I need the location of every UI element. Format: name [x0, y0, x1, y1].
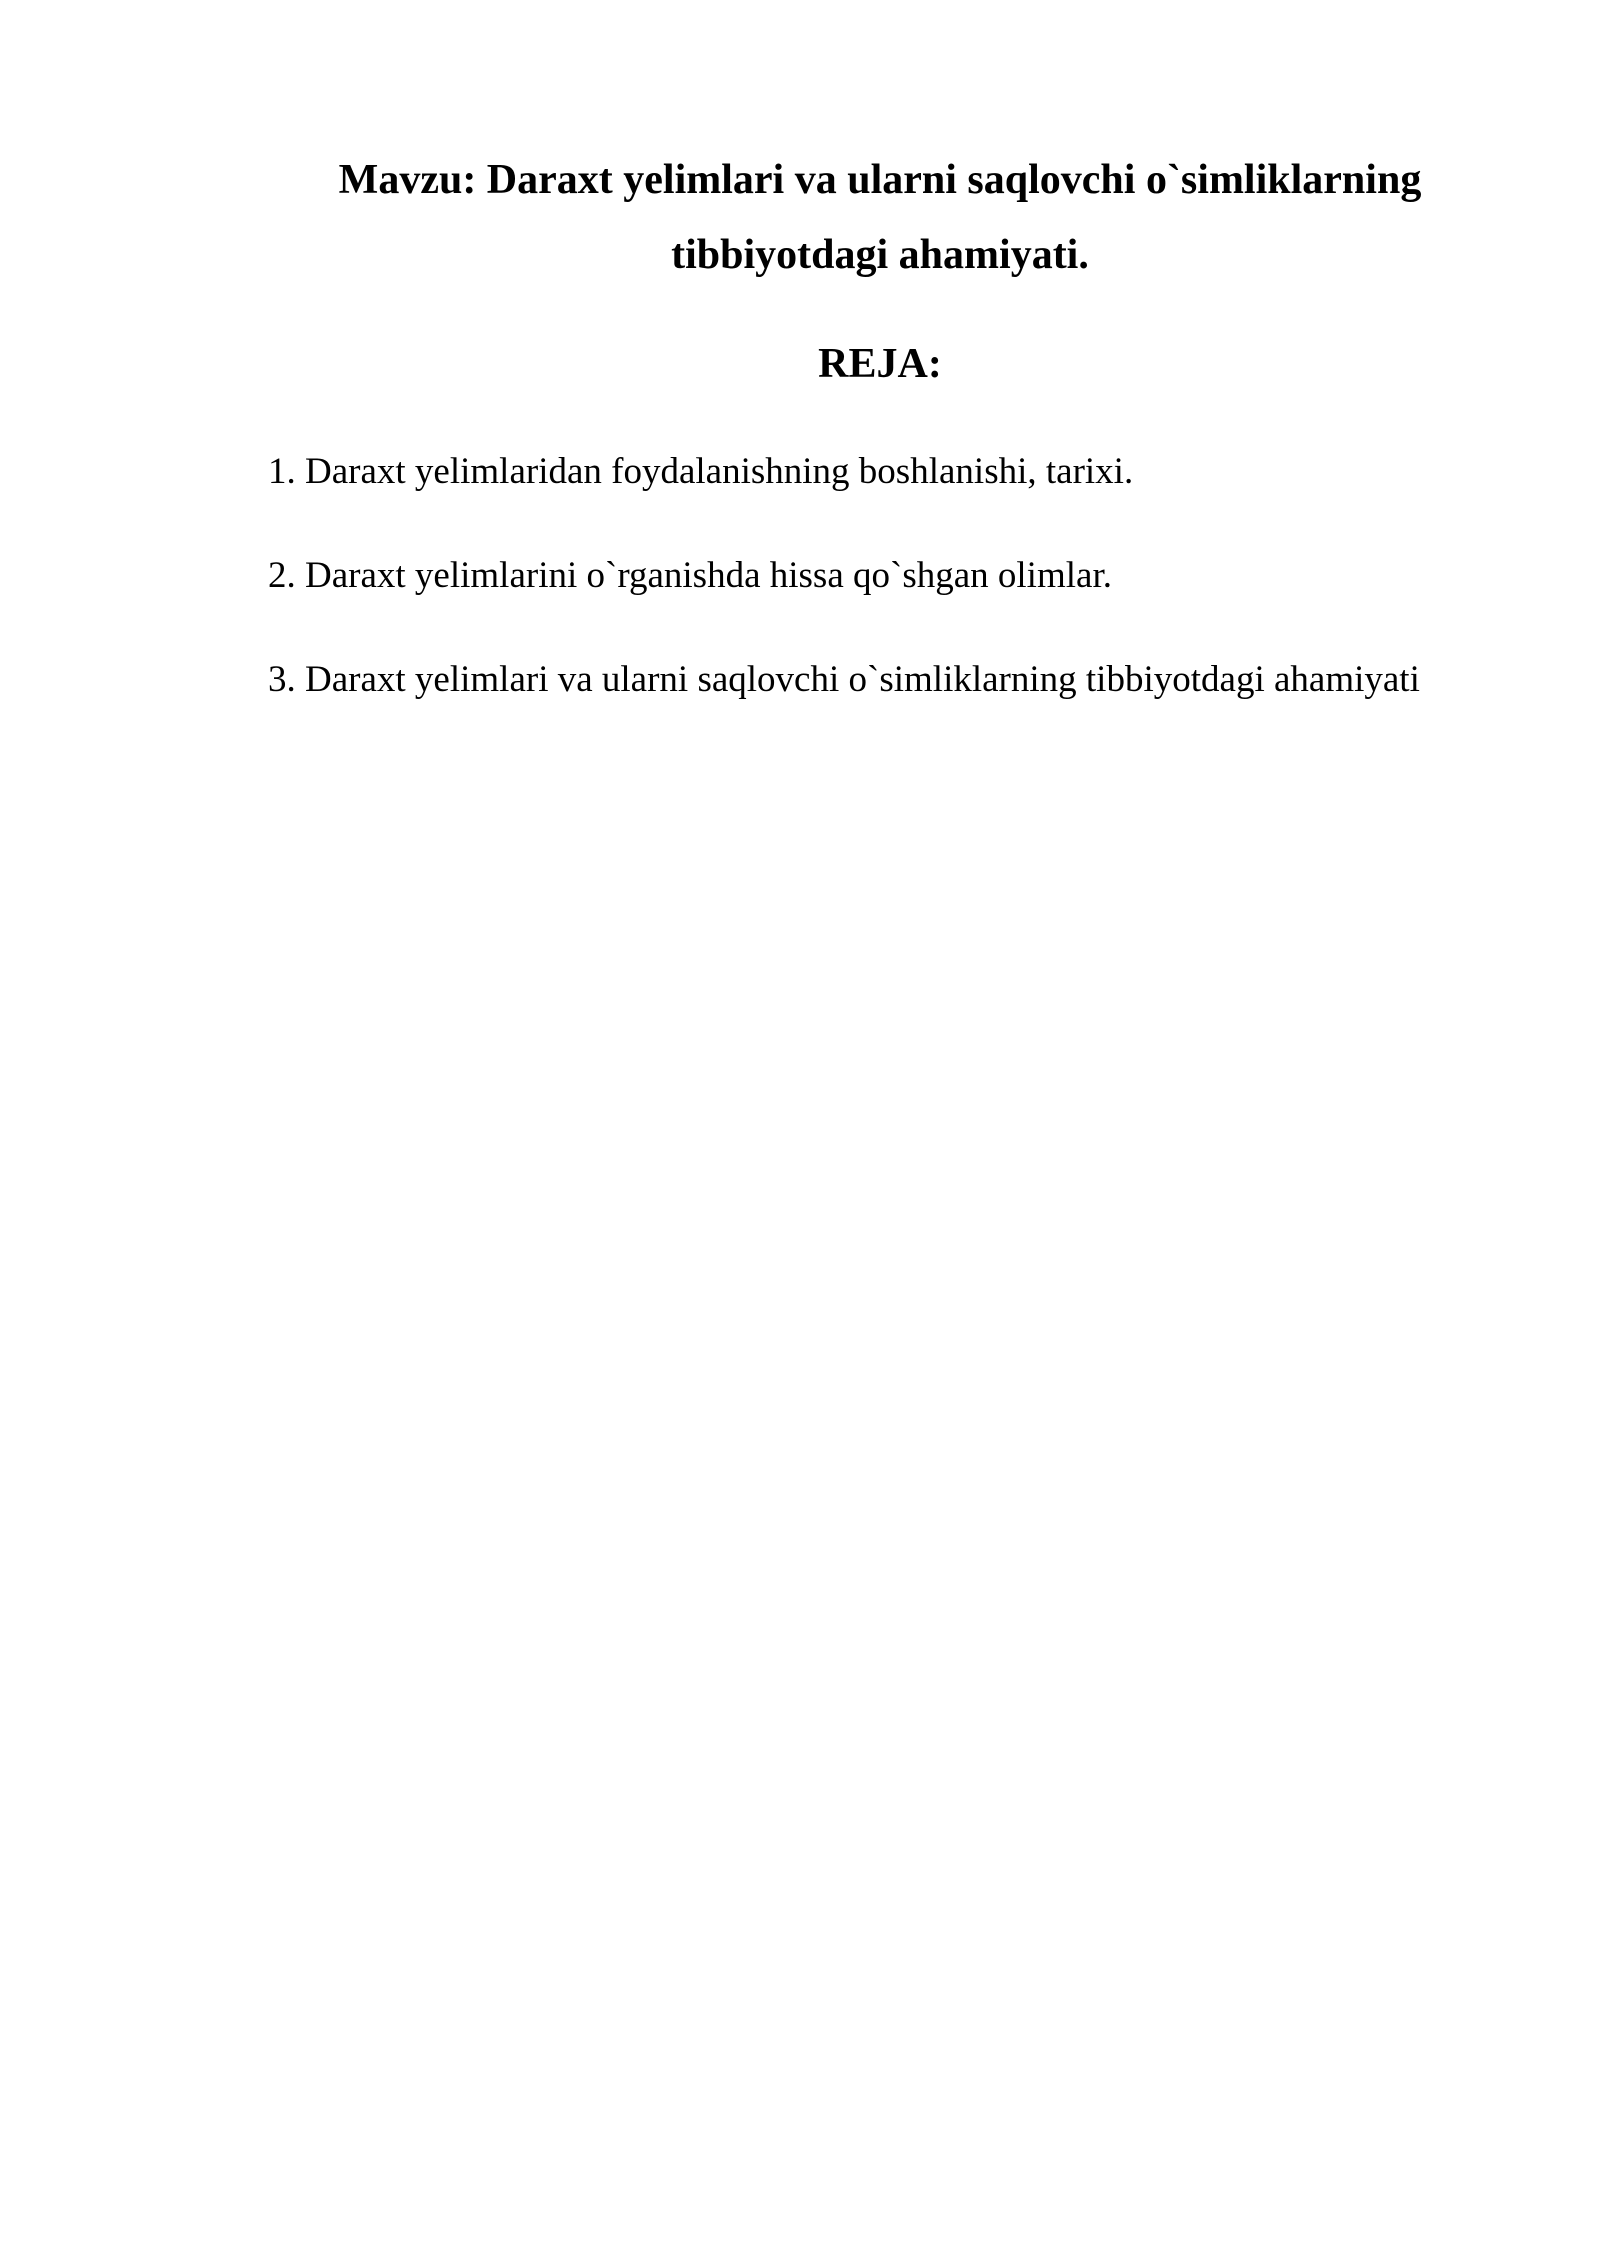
- plan-item: 1. Daraxt yelimlaridan foydalanishning boshlanishi, tarixi.: [268, 451, 1134, 492]
- plan-heading: REJA:: [818, 341, 942, 387]
- document-title: Mavzu: Daraxt yelimlari va ularni saqlovchi o`simliklarning tibbiyotdagi ahamiyati.: [338, 157, 1422, 278]
- plan-item: 3. Daraxt yelimlari va ularni saqlovchi o`simliklarning tibbiyotdagi ahamiyati: [268, 659, 1420, 700]
- plan-item: 2. Daraxt yelimlarini o`rganishda hissa qo`shgan olimlar.: [268, 555, 1112, 596]
- plan-list: [268, 448, 1558, 760]
